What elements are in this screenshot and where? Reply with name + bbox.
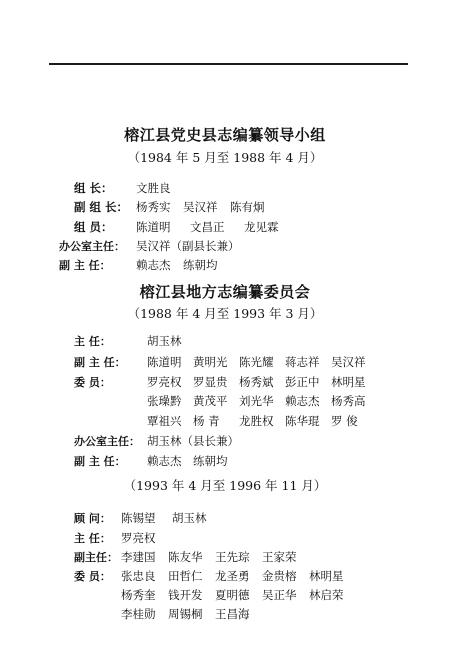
- row-label: 办公室主任：: [59, 240, 125, 253]
- row-name: 胡玉林: [147, 334, 182, 348]
- row-name: 吴汉祥: [183, 200, 218, 214]
- row-name: 陈友华: [168, 550, 203, 564]
- row-name: 黄明光: [193, 355, 228, 369]
- row-name: 李建国: [121, 550, 156, 564]
- row-name: 刘光华: [239, 394, 274, 408]
- row-name: 钱开发: [168, 588, 203, 602]
- row-label: 委 员：: [74, 376, 111, 389]
- row-name: 杨秀奎: [121, 588, 156, 602]
- row-name: 赖志杰: [136, 258, 171, 272]
- row-name: 龙圣勇: [215, 569, 250, 583]
- row-label: 办公室主任：: [74, 435, 140, 448]
- row-name: 罗亮权: [147, 375, 182, 389]
- row-name: 练朝均: [193, 454, 228, 468]
- row-label: 主 任：: [74, 335, 111, 348]
- row-name: 陈道明: [147, 355, 182, 369]
- row-name: 陈道明: [136, 220, 171, 234]
- row-name: 胡玉林（县长兼）: [147, 434, 239, 448]
- row-label: 委 员：: [74, 570, 111, 583]
- row-name: 王先琮: [215, 550, 250, 564]
- row-name: 蒋志祥: [285, 355, 320, 369]
- row-name: 陈锡望: [121, 511, 156, 525]
- row-name: 龙胜权: [239, 414, 274, 428]
- row-name: 文昌正: [190, 220, 225, 234]
- section1-title: 榕江县党史县志编纂领导小组: [124, 126, 326, 144]
- top-rule: [49, 63, 408, 65]
- row-name: 赖志杰: [285, 394, 320, 408]
- row-name: 李桂勋: [121, 607, 156, 621]
- row-name: 龙见霖: [244, 220, 279, 234]
- row-label: 副 主 任：: [74, 455, 126, 468]
- row-name: 吴汉祥: [331, 355, 366, 369]
- row-name: 陈有炯: [230, 200, 265, 214]
- row-name: 田哲仁: [168, 569, 203, 583]
- row-name: 罗 俊: [331, 414, 358, 428]
- row-label: 副 组 长：: [74, 200, 129, 214]
- row-name: 陈光耀: [239, 355, 274, 369]
- row-name: 覃祖兴: [147, 414, 182, 428]
- row-name: 杨 青: [193, 414, 220, 428]
- row-name: 夏明德: [215, 588, 250, 602]
- row-label: 副 主 任：: [59, 259, 111, 272]
- row-name: 赖志杰: [147, 454, 182, 468]
- row-label: 主 任：: [74, 532, 111, 545]
- row-name: 林明星: [331, 375, 366, 389]
- row-name: 周锡桐: [168, 607, 203, 621]
- row-name: 杨秀实: [136, 200, 171, 214]
- row-name: 罗亮权: [121, 531, 156, 545]
- row-label: 副主任：: [74, 551, 118, 564]
- row-name: 陈华琨: [285, 414, 320, 428]
- row-name: 杨秀高: [331, 394, 366, 408]
- row-name: 黄茂平: [193, 394, 228, 408]
- row-name: 彭正中: [285, 375, 320, 389]
- section1-period: （1984 年 5 月至 1988 年 4 月）: [127, 150, 323, 165]
- row-label: 组 长：: [74, 181, 113, 195]
- row-name: 金贵榕: [262, 569, 297, 583]
- section2-title: 榕江县地方志编纂委员会: [139, 283, 311, 301]
- row-name: 吴汉祥（副县长兼）: [136, 239, 240, 253]
- row-label: 副 主 任：: [74, 356, 126, 369]
- row-name: 林明星: [309, 569, 344, 583]
- row-name: 张忠良: [121, 569, 156, 583]
- row-label: 组 员：: [74, 220, 113, 234]
- row-name: 杨秀斌: [239, 375, 274, 389]
- row-name: 王昌海: [215, 607, 250, 621]
- row-name: 文胜良: [136, 181, 171, 195]
- section2-period: （1988 年 4 月至 1993 年 3 月）: [127, 306, 323, 321]
- row-name: 练朝均: [183, 258, 218, 272]
- row-name: 张璪黔: [147, 394, 182, 408]
- row-name: 王家荣: [262, 550, 297, 564]
- row-label: 顾 问：: [74, 512, 111, 525]
- row-name: 罗显贵: [193, 375, 228, 389]
- row-name: 胡玉林: [172, 511, 207, 525]
- row-name: 吴正华: [262, 588, 297, 602]
- section3-period: （1993 年 4 月至 1996 年 11 月）: [123, 478, 327, 493]
- row-name: 林启荣: [309, 588, 344, 602]
